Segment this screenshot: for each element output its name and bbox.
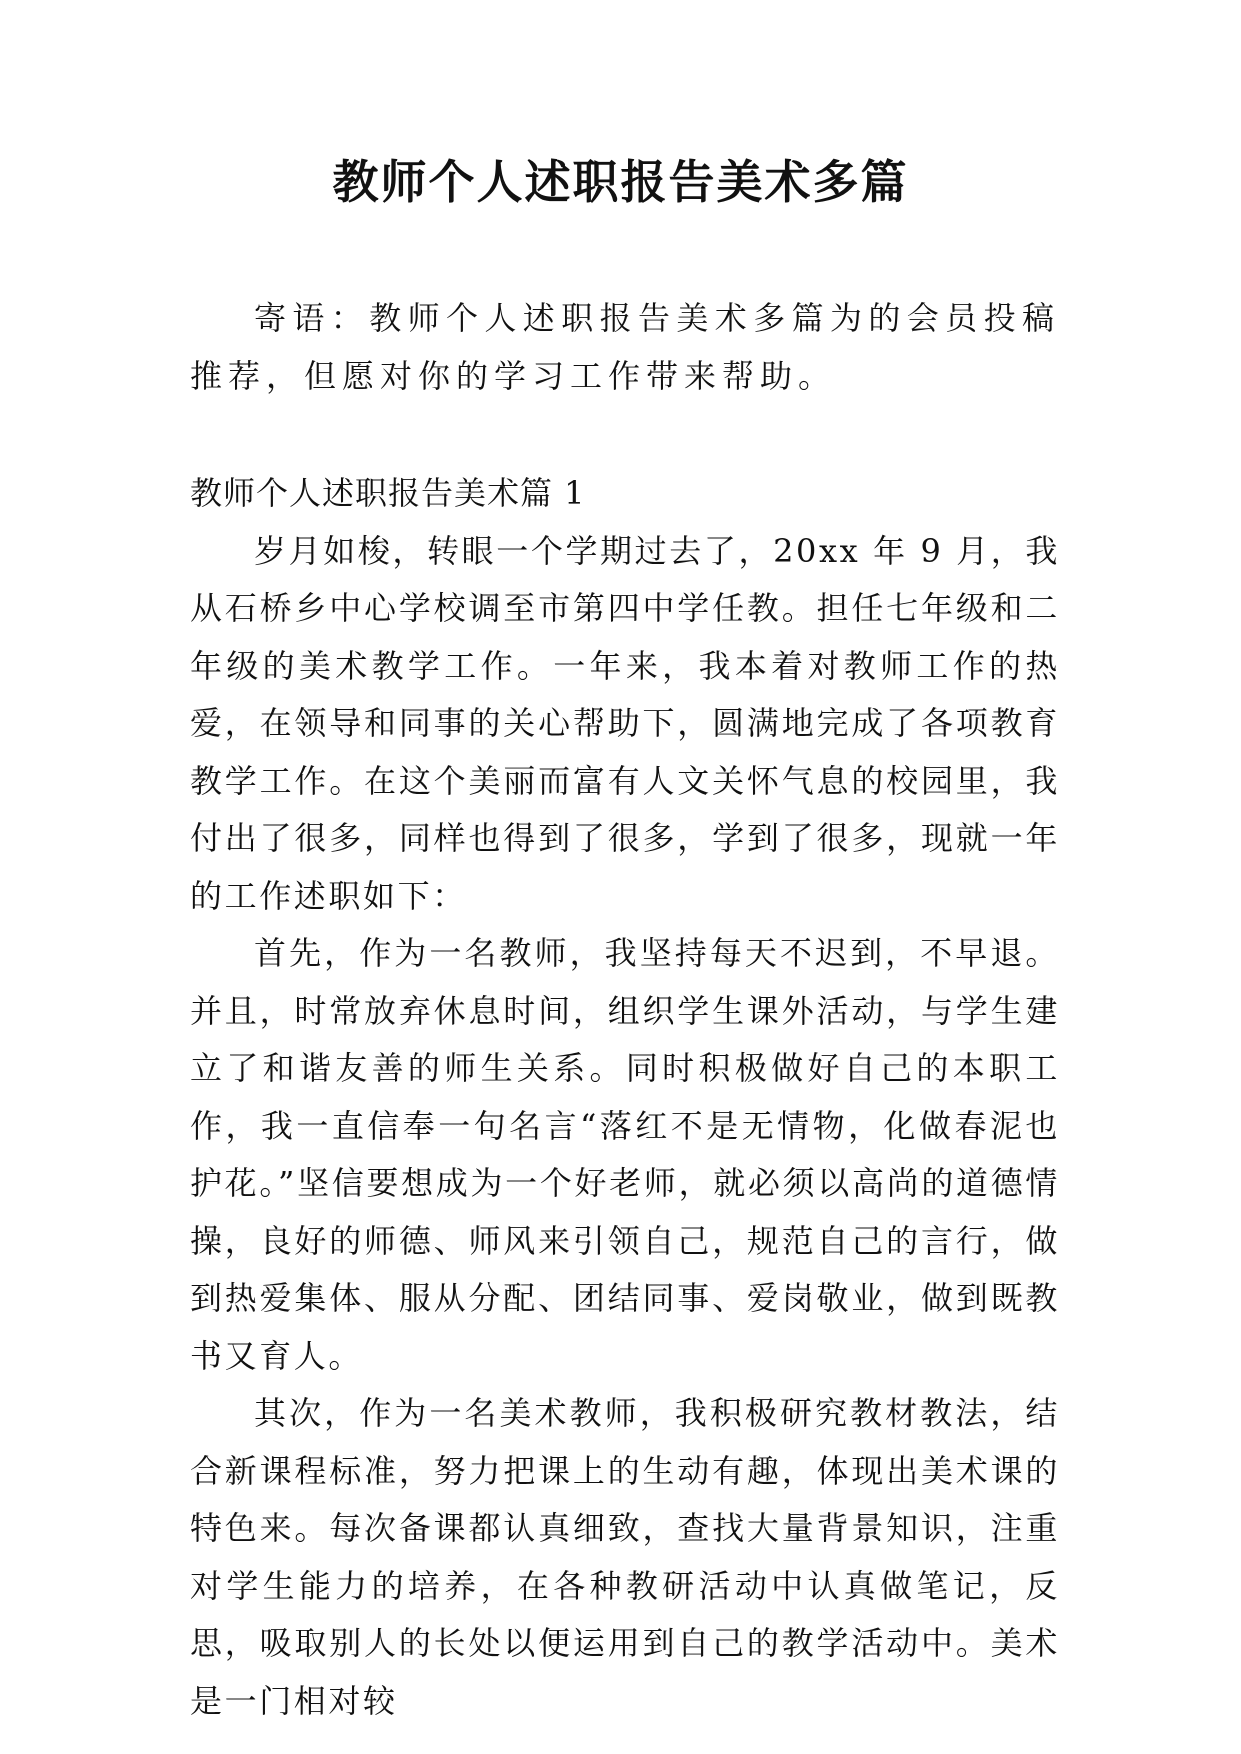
spacer xyxy=(190,405,1060,465)
document-title: 教师个人述职报告美术多篇 xyxy=(332,155,909,209)
section-heading: 教师个人述职报告美术篇 1 xyxy=(190,474,586,512)
body-paragraph-2: 首先，作为一名教师，我坚持每天不迟到，不早退。并且，时常放弃休息时间，组织学生课外活动，与学生建立了和谐友善的师生关系。同时积极做好自己的本职工作，我一直信奉一句名言“落红不是无情物，化做春泥也护花。”坚信要想成为一个好老师，就必须以高尚的道德情操，良好的师德、师风来引领自己，规范自己的言行，做到热爱集体、服从分配、团结同事、爱岗敬业，做到既教书又育人。 xyxy=(190,934,1060,1375)
document-body xyxy=(190,290,1060,1730)
body-paragraph-3: 其次，作为一名美术教师，我积极研究教材教法，结合新课程标准，努力把课上的生动有趣，体现出美术课的特色来。每次备课都认真细致，查找大量背景知识，注重对学生能力的培养，在各种教研活动中认真做笔记，反思，吸取别人的长处以便运用到自己的教学活动中。美术是一门相对较 xyxy=(190,1394,1060,1720)
body-paragraph-1: 岁月如梭，转眼一个学期过去了，20xx 年 9 月，我从石桥乡中心学校调至市第四中学任教。担任七年级和二年级的美术教学工作。一年来，我本着对教师工作的热爱，在领导和同事的关心帮助下，圆满地完成了各项教育教学工作。在这个美丽而富有人文关怀气息的校园里，我付出了很多，同样也得到了很多，学到了很多，现就一年的工作述职如下： xyxy=(190,531,1060,915)
intro-paragraph: 寄语：教师个人述职报告美术多篇为的会员投稿推荐，但愿对你的学习工作带来帮助。 xyxy=(190,299,1060,395)
